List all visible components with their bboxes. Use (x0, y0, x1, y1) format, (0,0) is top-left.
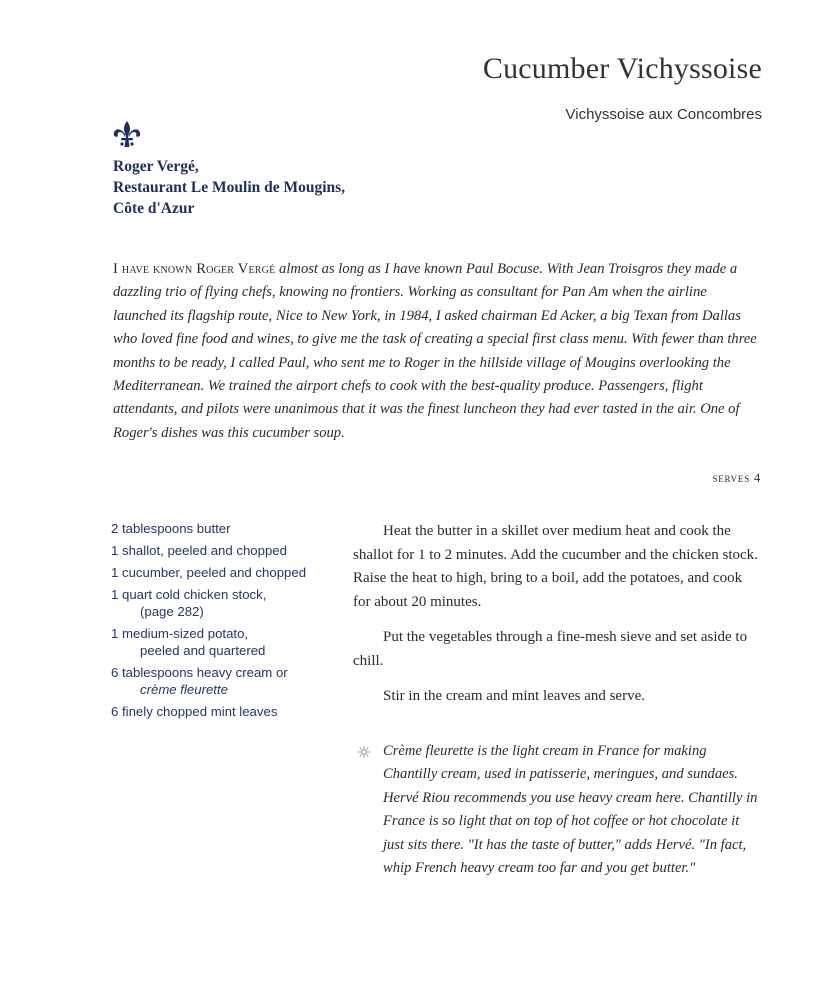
ingredient-item (111, 564, 341, 581)
chef-name: Roger Vergé, (113, 158, 199, 175)
method-steps (353, 520, 763, 721)
ingredient-item (111, 703, 341, 720)
ingredient-item (111, 542, 341, 559)
chef-restaurant: Restaurant Le Moulin de Mougins, (113, 179, 346, 196)
ingredient-item (111, 520, 341, 537)
ingredient-text: 6 tablespoons heavy cream or (111, 665, 288, 680)
fleur-de-lis-icon (112, 120, 142, 148)
method-step: Heat the butter in a skillet over medium heat and cook the shallot for 1 to 2 minutes. Add the cucumber and the chicken stock. Raise the heat to high, bring to a boil, add the potatoes, and cook for about 20 minutes. (353, 523, 758, 610)
intro-lead: I have known Roger Vergé (113, 261, 276, 277)
ingredient-text: 1 quart cold chicken stock, (111, 587, 267, 602)
page-subtitle: Vichyssoise aux Concombres (565, 106, 762, 123)
ingredient-text-continued: crème fleurette (140, 682, 228, 697)
ingredient-item (111, 586, 341, 620)
ingredient-text: 1 shallot, peeled and chopped (111, 543, 287, 558)
serves-label: serves 4 (712, 471, 761, 485)
ingredient-item (111, 664, 341, 698)
ingredient-item (111, 625, 341, 659)
ingredient-text: 2 tablespoons butter (111, 521, 231, 536)
chef-credit (113, 156, 345, 219)
ingredient-text: 6 finely chopped mint leaves (111, 704, 278, 719)
method-step: Put the vegetables through a fine-mesh sieve and set aside to chill. (353, 629, 748, 669)
ingredient-list (111, 520, 341, 725)
ingredient-text-continued: peeled and quartered (140, 643, 266, 658)
method-step: Stir in the cream and mint leaves and serve. (383, 688, 645, 704)
ingredient-text-continued: (page 282) (140, 604, 204, 619)
ingredient-text: 1 medium-sized potato, (111, 626, 249, 641)
page-title: Cucumber Vichyssoise (482, 52, 762, 85)
chef-region: Côte d'Azur (113, 200, 195, 217)
intro-text: almost as long as I have known Paul Bocuse. With Jean Troisgros they made a dazzling trio of flying chefs, knowing no frontiers. Working as consultant for Pan Am when the airline launched its flagship route, Nice to New York, in 1984, I asked chairman Ed Acker, a big Texan from Dallas who loved fine food and wines, to give me the task of creating a special first class menu. With fewer than three months to be ready, I called Paul, who sent me to Roger in the hillside village of Mougins overlooking the Mediterranean. We trained the airport chefs to cook with the best-quality produce. Passengers, flight attendants, and pilots were unanimous that it was the finest luncheon they had ever tasted in the air. One of Roger's dishes was this cucumber soup. (113, 261, 757, 441)
ingredient-text: 1 cucumber, peeled and chopped (111, 565, 307, 580)
chef-note: Crème fleurette is the light cream in France for making Chantilly cream, used in patisserie, meringues, and sundaes. Hervé Riou recommends you use heavy cream here. Chantilly in France is so light that on top of hot coffee or hot chocolate it just sits there. "It has the taste of butter," adds Hervé. "In fact, whip French heavy cream too far and you get butter." (383, 743, 758, 877)
intro-paragraph (113, 258, 763, 445)
sparkle-icon (357, 745, 371, 759)
